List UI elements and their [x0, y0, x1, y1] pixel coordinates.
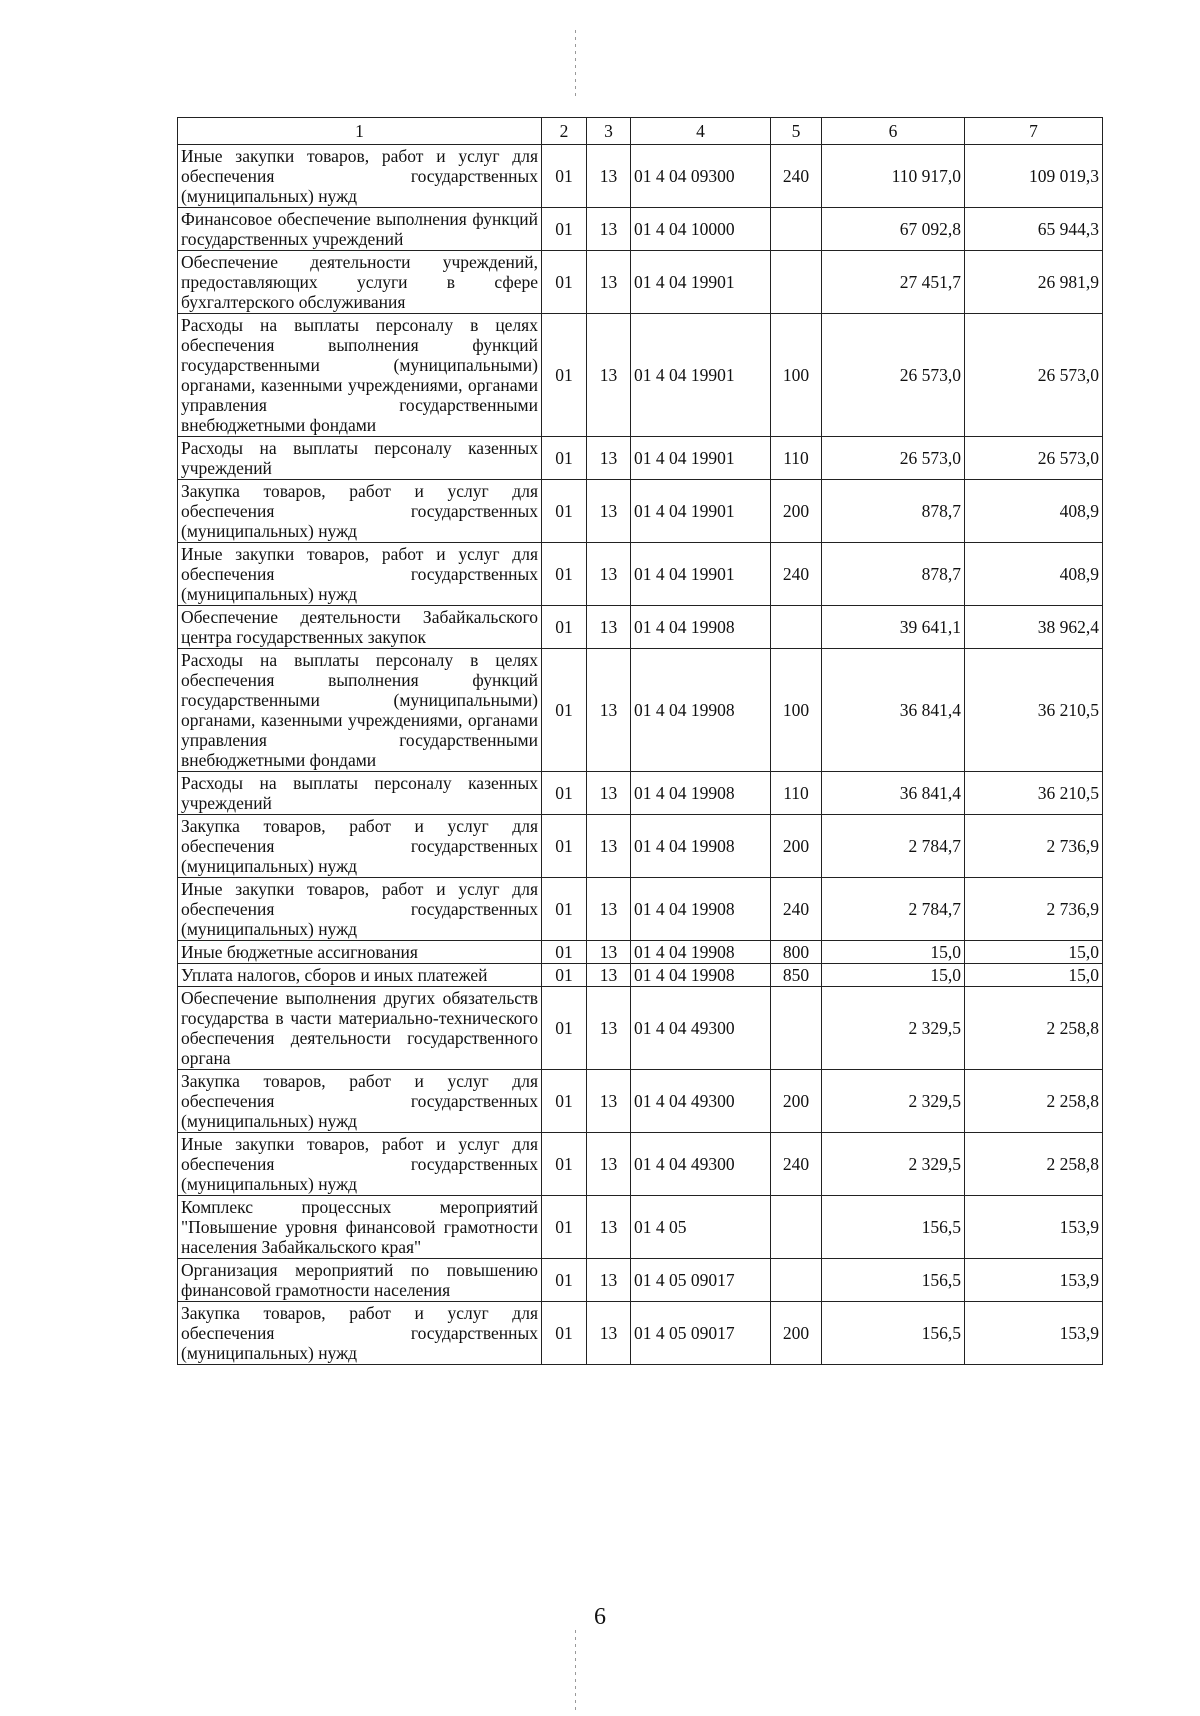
cell-name: Расходы на выплаты персоналу казенных учреждений: [178, 437, 542, 480]
cell-target-article: 01 4 04 19908: [631, 606, 771, 649]
cell-amount-year-1: 110 917,0: [822, 145, 965, 208]
table-row: [178, 878, 1103, 941]
cell-amount-year-1: 2 329,5: [822, 987, 965, 1070]
cell-name: Финансовое обеспечение выполнения функций государственных учреждений: [178, 208, 542, 251]
cell-target-article: 01 4 04 09300: [631, 145, 771, 208]
cell-subsection: 13: [587, 1302, 631, 1365]
cell-subsection: 13: [587, 145, 631, 208]
table-row: [178, 543, 1103, 606]
cell-subsection: 13: [587, 649, 631, 772]
cell-target-article: 01 4 04 19901: [631, 314, 771, 437]
cell-section: 01: [542, 987, 587, 1070]
cell-amount-year-2: 2 258,8: [965, 1070, 1103, 1133]
cell-name: Закупка товаров, работ и услуг для обеспечения государственных (муниципальных) нужд: [178, 1070, 542, 1133]
cell-amount-year-1: 878,7: [822, 543, 965, 606]
cell-amount-year-2: 38 962,4: [965, 606, 1103, 649]
cell-expense-type: 240: [771, 1133, 822, 1196]
table-header: [178, 118, 1103, 145]
cell-expense-type: 200: [771, 1302, 822, 1365]
table-row: [178, 815, 1103, 878]
cell-name: Организация мероприятий по повышению финансовой грамотности населения: [178, 1259, 542, 1302]
cell-expense-type: 240: [771, 878, 822, 941]
table-row: [178, 606, 1103, 649]
cell-section: 01: [542, 314, 587, 437]
cell-amount-year-2: 153,9: [965, 1259, 1103, 1302]
cell-target-article: 01 4 04 19908: [631, 964, 771, 987]
cell-amount-year-1: 26 573,0: [822, 314, 965, 437]
cell-expense-type: [771, 1259, 822, 1302]
cell-subsection: 13: [587, 964, 631, 987]
cell-expense-type: [771, 1196, 822, 1259]
cell-subsection: 13: [587, 208, 631, 251]
cell-name: Иные бюджетные ассигнования: [178, 941, 542, 964]
cell-section: 01: [542, 1259, 587, 1302]
cell-amount-year-1: 156,5: [822, 1302, 965, 1365]
cell-target-article: 01 4 04 19908: [631, 649, 771, 772]
table-row: [178, 437, 1103, 480]
cell-subsection: 13: [587, 815, 631, 878]
cell-amount-year-2: 2 258,8: [965, 987, 1103, 1070]
table-row: [178, 941, 1103, 964]
cell-amount-year-2: 26 573,0: [965, 314, 1103, 437]
cell-name: Расходы на выплаты персоналу в целях обеспечения выполнения функций государственными (муниципальными) органами, казенными учреждениями, органами управления государственными внебюджетными фондами: [178, 649, 542, 772]
cell-section: 01: [542, 964, 587, 987]
cell-amount-year-2: 153,9: [965, 1196, 1103, 1259]
cell-section: 01: [542, 437, 587, 480]
table-row: [178, 1070, 1103, 1133]
cell-amount-year-1: 67 092,8: [822, 208, 965, 251]
cell-section: 01: [542, 878, 587, 941]
budget-table: [177, 117, 1103, 1365]
cell-subsection: 13: [587, 987, 631, 1070]
header-col-1: 1: [178, 118, 542, 145]
table-row: [178, 208, 1103, 251]
header-col-2: 2: [542, 118, 587, 145]
cell-expense-type: 240: [771, 543, 822, 606]
cell-amount-year-2: 109 019,3: [965, 145, 1103, 208]
cell-amount-year-2: 36 210,5: [965, 649, 1103, 772]
cell-amount-year-1: 156,5: [822, 1259, 965, 1302]
cell-name: Уплата налогов, сборов и иных платежей: [178, 964, 542, 987]
cell-amount-year-2: 153,9: [965, 1302, 1103, 1365]
cell-subsection: 13: [587, 606, 631, 649]
cell-section: 01: [542, 145, 587, 208]
cell-amount-year-2: 65 944,3: [965, 208, 1103, 251]
cell-expense-type: 110: [771, 772, 822, 815]
header-row: [178, 118, 1103, 145]
cell-amount-year-2: 408,9: [965, 543, 1103, 606]
cell-section: 01: [542, 1302, 587, 1365]
cell-name: Расходы на выплаты персоналу казенных учреждений: [178, 772, 542, 815]
scan-fold-mark-bottom: [575, 1630, 576, 1710]
cell-amount-year-1: 15,0: [822, 964, 965, 987]
cell-amount-year-1: 2 329,5: [822, 1133, 965, 1196]
cell-name: Иные закупки товаров, работ и услуг для обеспечения государственных (муниципальных) нужд: [178, 1133, 542, 1196]
cell-name: Закупка товаров, работ и услуг для обеспечения государственных (муниципальных) нужд: [178, 815, 542, 878]
cell-target-article: 01 4 05 09017: [631, 1259, 771, 1302]
cell-amount-year-1: 878,7: [822, 480, 965, 543]
cell-section: 01: [542, 815, 587, 878]
cell-subsection: 13: [587, 878, 631, 941]
table-row: [178, 1133, 1103, 1196]
cell-amount-year-2: 26 981,9: [965, 251, 1103, 314]
cell-amount-year-1: 36 841,4: [822, 649, 965, 772]
table-row: [178, 145, 1103, 208]
cell-amount-year-2: 2 736,9: [965, 815, 1103, 878]
cell-target-article: 01 4 04 19908: [631, 815, 771, 878]
cell-section: 01: [542, 772, 587, 815]
table-row: [178, 480, 1103, 543]
cell-section: 01: [542, 606, 587, 649]
cell-subsection: 13: [587, 941, 631, 964]
cell-expense-type: [771, 251, 822, 314]
cell-name: Закупка товаров, работ и услуг для обеспечения государственных (муниципальных) нужд: [178, 1302, 542, 1365]
cell-target-article: 01 4 04 19908: [631, 878, 771, 941]
cell-name: Обеспечение деятельности учреждений, предоставляющих услуги в сфере бухгалтерского обслуживания: [178, 251, 542, 314]
cell-expense-type: 100: [771, 649, 822, 772]
cell-expense-type: 200: [771, 480, 822, 543]
cell-section: 01: [542, 941, 587, 964]
cell-amount-year-1: 39 641,1: [822, 606, 965, 649]
cell-name: Иные закупки товаров, работ и услуг для обеспечения государственных (муниципальных) нужд: [178, 878, 542, 941]
cell-amount-year-1: 15,0: [822, 941, 965, 964]
cell-section: 01: [542, 649, 587, 772]
cell-target-article: 01 4 05: [631, 1196, 771, 1259]
cell-target-article: 01 4 04 19908: [631, 772, 771, 815]
cell-subsection: 13: [587, 1259, 631, 1302]
cell-name: Расходы на выплаты персоналу в целях обеспечения выполнения функций государственными (муниципальными) органами, казенными учреждениями, органами управления государственными внебюджетными фондами: [178, 314, 542, 437]
cell-amount-year-2: 36 210,5: [965, 772, 1103, 815]
cell-amount-year-2: 15,0: [965, 964, 1103, 987]
header-col-3: 3: [587, 118, 631, 145]
scan-fold-mark-top: [575, 30, 576, 100]
cell-expense-type: 100: [771, 314, 822, 437]
cell-expense-type: [771, 208, 822, 251]
cell-target-article: 01 4 05 09017: [631, 1302, 771, 1365]
table-row: [178, 987, 1103, 1070]
cell-expense-type: 850: [771, 964, 822, 987]
page-number: 6: [594, 1604, 606, 1630]
cell-section: 01: [542, 1196, 587, 1259]
cell-target-article: 01 4 04 10000: [631, 208, 771, 251]
cell-target-article: 01 4 04 19901: [631, 543, 771, 606]
table-row: [178, 251, 1103, 314]
cell-expense-type: 200: [771, 815, 822, 878]
cell-subsection: 13: [587, 251, 631, 314]
cell-subsection: 13: [587, 543, 631, 606]
cell-section: 01: [542, 543, 587, 606]
cell-subsection: 13: [587, 1070, 631, 1133]
cell-target-article: 01 4 04 19908: [631, 941, 771, 964]
cell-name: Закупка товаров, работ и услуг для обеспечения государственных (муниципальных) нужд: [178, 480, 542, 543]
cell-section: 01: [542, 1070, 587, 1133]
table-body: [178, 145, 1103, 1365]
cell-amount-year-1: 36 841,4: [822, 772, 965, 815]
table-row: [178, 649, 1103, 772]
table-row: [178, 772, 1103, 815]
table-row: [178, 964, 1103, 987]
cell-amount-year-2: 15,0: [965, 941, 1103, 964]
cell-amount-year-1: 2 784,7: [822, 878, 965, 941]
cell-expense-type: 800: [771, 941, 822, 964]
cell-subsection: 13: [587, 314, 631, 437]
cell-target-article: 01 4 04 49300: [631, 1070, 771, 1133]
table-row: [178, 1196, 1103, 1259]
cell-amount-year-2: 2 258,8: [965, 1133, 1103, 1196]
header-col-5: 5: [771, 118, 822, 145]
cell-target-article: 01 4 04 49300: [631, 987, 771, 1070]
cell-section: 01: [542, 208, 587, 251]
table-row: [178, 314, 1103, 437]
cell-expense-type: 110: [771, 437, 822, 480]
cell-amount-year-2: 2 736,9: [965, 878, 1103, 941]
cell-name: Обеспечение выполнения других обязательств государства в части материально-технического обеспечения деятельности государственного органа: [178, 987, 542, 1070]
cell-expense-type: 240: [771, 145, 822, 208]
cell-amount-year-1: 156,5: [822, 1196, 965, 1259]
cell-section: 01: [542, 251, 587, 314]
cell-subsection: 13: [587, 1196, 631, 1259]
cell-amount-year-1: 26 573,0: [822, 437, 965, 480]
cell-amount-year-1: 2 329,5: [822, 1070, 965, 1133]
cell-expense-type: [771, 606, 822, 649]
cell-expense-type: [771, 987, 822, 1070]
cell-target-article: 01 4 04 19901: [631, 480, 771, 543]
cell-subsection: 13: [587, 1133, 631, 1196]
cell-expense-type: 200: [771, 1070, 822, 1133]
cell-amount-year-1: 27 451,7: [822, 251, 965, 314]
table-row: [178, 1259, 1103, 1302]
cell-section: 01: [542, 480, 587, 543]
cell-target-article: 01 4 04 19901: [631, 437, 771, 480]
cell-target-article: 01 4 04 19901: [631, 251, 771, 314]
cell-name: Комплекс процессных мероприятий "Повышение уровня финансовой грамотности населения Забайкальского края": [178, 1196, 542, 1259]
cell-name: Обеспечение деятельности Забайкальского центра государственных закупок: [178, 606, 542, 649]
cell-amount-year-2: 408,9: [965, 480, 1103, 543]
cell-section: 01: [542, 1133, 587, 1196]
table-row: [178, 1302, 1103, 1365]
cell-amount-year-1: 2 784,7: [822, 815, 965, 878]
cell-target-article: 01 4 04 49300: [631, 1133, 771, 1196]
cell-amount-year-2: 26 573,0: [965, 437, 1103, 480]
cell-subsection: 13: [587, 480, 631, 543]
header-col-6: 6: [822, 118, 965, 145]
cell-subsection: 13: [587, 772, 631, 815]
header-col-4: 4: [631, 118, 771, 145]
cell-name: Иные закупки товаров, работ и услуг для обеспечения государственных (муниципальных) нужд: [178, 543, 542, 606]
cell-subsection: 13: [587, 437, 631, 480]
header-col-7: 7: [965, 118, 1103, 145]
cell-name: Иные закупки товаров, работ и услуг для обеспечения государственных (муниципальных) нужд: [178, 145, 542, 208]
